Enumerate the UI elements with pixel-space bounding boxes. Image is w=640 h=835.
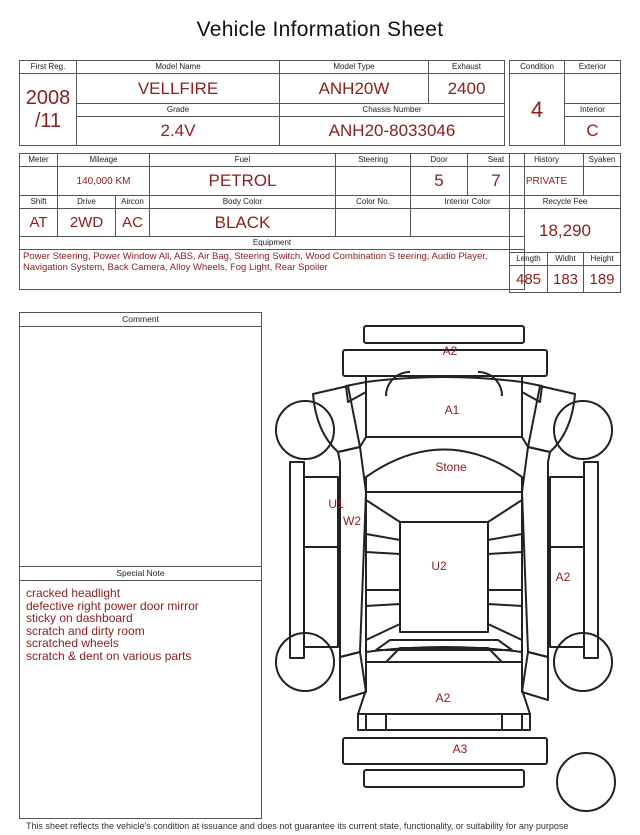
first-reg-label: First Reg. [20, 61, 77, 74]
door-value: 5 [411, 167, 468, 196]
condition-table [509, 60, 621, 146]
right-rear-window [488, 552, 522, 590]
meter-label: Meter [20, 154, 58, 167]
special-note-label: Special Note [20, 567, 261, 581]
left-quarter-window [366, 604, 400, 640]
height-label: Height [584, 253, 621, 266]
special-note-panel [19, 566, 262, 819]
rear-lower-panel [358, 714, 530, 730]
interior-color-label: Interior Color [411, 196, 525, 209]
door-label: Door [411, 154, 468, 167]
tailgate [358, 662, 530, 714]
fuel-label: Fuel [150, 154, 336, 167]
shift-label: Shift [20, 196, 58, 209]
interior-value: C [565, 117, 621, 146]
rear-bumper [343, 738, 547, 764]
damage-mark: A3 [452, 742, 468, 756]
first-reg-value [20, 74, 77, 146]
length-value: 485 [510, 266, 548, 293]
exterior-value [565, 74, 621, 104]
special-note-item: scratched wheels [26, 636, 119, 650]
right-side-panel [550, 477, 584, 647]
width-value: 183 [548, 266, 584, 293]
hood-left-edge [360, 382, 366, 447]
damage-mark: A2 [555, 570, 571, 584]
body-color-value: BLACK [150, 209, 336, 237]
grade-value: 2.4V [77, 117, 280, 146]
recycle-fee-value: 18,290 [510, 209, 621, 253]
shift-value: AT [20, 209, 58, 237]
height-value: 189 [584, 266, 621, 293]
steering-value [336, 167, 411, 196]
condition-value: 4 [510, 74, 565, 146]
right-front-window [488, 500, 522, 540]
aircon-value: AC [116, 209, 150, 237]
spare-wheel [557, 753, 615, 811]
special-note-item: scratch & dent on various parts [26, 648, 192, 663]
model-name-label: Model Name [77, 61, 280, 74]
comment-panel [19, 312, 262, 567]
right-quarter-window [488, 604, 522, 640]
seat-value: 7 [468, 167, 525, 196]
special-note-item: scratch and dirty room [26, 623, 145, 638]
drive-label: Drive [58, 196, 116, 209]
first-reg-year: 2008 [25, 86, 71, 109]
damage-mark: U2 [431, 559, 447, 573]
rear-lamps [366, 714, 522, 730]
width-label: Widht [548, 253, 584, 266]
exterior-label: Exterior [565, 61, 621, 74]
special-note-item: sticky on dashboard [26, 611, 133, 625]
front-left-wheel [276, 401, 334, 459]
history-value: PRIVATE [510, 167, 584, 196]
right-front-door [522, 447, 550, 657]
front-right-fender [528, 386, 575, 452]
damage-mark: W2 [343, 514, 361, 528]
exhaust-value: 2400 [429, 74, 505, 104]
damage-mark: Stone [435, 460, 467, 474]
equipment-label: Equipment [20, 237, 525, 250]
syaken-label: Syaken [584, 154, 621, 167]
color-no-value [336, 209, 411, 237]
damage-mark: A2 [435, 691, 451, 705]
page-title: Vehicle Information Sheet [196, 18, 444, 41]
drive-value: 2WD [58, 209, 116, 237]
seat-label: Seat [468, 154, 525, 167]
rear-left-fender [340, 652, 366, 700]
comment-label: Comment [20, 313, 261, 327]
interior-label: Interior [565, 104, 621, 117]
roof [400, 522, 488, 632]
spec-table [19, 153, 525, 290]
side-table [509, 153, 621, 293]
mileage-label: Mileage [58, 154, 150, 167]
condition-label: Condition [510, 61, 565, 74]
exhaust-label: Exhaust [429, 61, 505, 74]
fuel-value: PETROL [150, 167, 336, 196]
right-side-skirt [584, 462, 598, 658]
left-rear-window [366, 552, 400, 590]
disclaimer-footer: This sheet reflects the vehicle's condition at issuance and does not guarantee its current state, functionality, or suitability for any purpose [26, 821, 569, 831]
front-bumper-upper [364, 326, 524, 343]
special-note-item: cracked headlight [26, 586, 121, 600]
rear-bumper-lower [364, 770, 524, 787]
color-no-label: Color No. [336, 196, 411, 209]
chassis-label: Chassis Number [280, 104, 505, 117]
rear-right-fender [522, 652, 548, 700]
left-front-window [366, 500, 400, 540]
meter-value [20, 167, 58, 196]
special-note-item: defective right power door mirror [26, 598, 199, 613]
front-right-wheel [554, 401, 612, 459]
interior-color-value [411, 209, 525, 237]
grade-label: Grade [77, 104, 280, 117]
length-label: Length [510, 253, 548, 266]
left-front-door [338, 447, 366, 657]
damage-mark: A2 [442, 344, 458, 358]
syaken-value [584, 167, 621, 196]
equipment-value: Power Steering, Power Window All, ABS, Air Bag, Steering Switch, Wood Combination S teering, Audio Player, Navigation System, Back Camera, Alloy Wheels, Fog Light, Rear Spoiler [20, 250, 525, 290]
mileage-value: 140,000 KM [58, 167, 150, 196]
hood-right-edge [522, 382, 528, 447]
chassis-value: ANH20-8033046 [280, 117, 505, 146]
model-type-label: Model Type [280, 61, 429, 74]
special-note-list [20, 581, 261, 662]
first-reg-month: /11 [34, 109, 62, 132]
recycle-fee-label: Recycle Fee [510, 196, 621, 209]
car-damage-diagram [268, 322, 620, 818]
left-side-skirt [290, 462, 304, 658]
model-name-value: VELLFIRE [77, 74, 280, 104]
front-left-fender [313, 386, 360, 452]
model-type-value: ANH20W [280, 74, 429, 104]
steering-label: Steering [336, 154, 411, 167]
main-info-table [19, 60, 505, 146]
body-color-label: Body Color [150, 196, 336, 209]
aircon-label: Aircon [116, 196, 150, 209]
history-label: History [510, 154, 584, 167]
damage-mark: U1 [328, 497, 344, 511]
damage-mark: A1 [444, 403, 460, 417]
